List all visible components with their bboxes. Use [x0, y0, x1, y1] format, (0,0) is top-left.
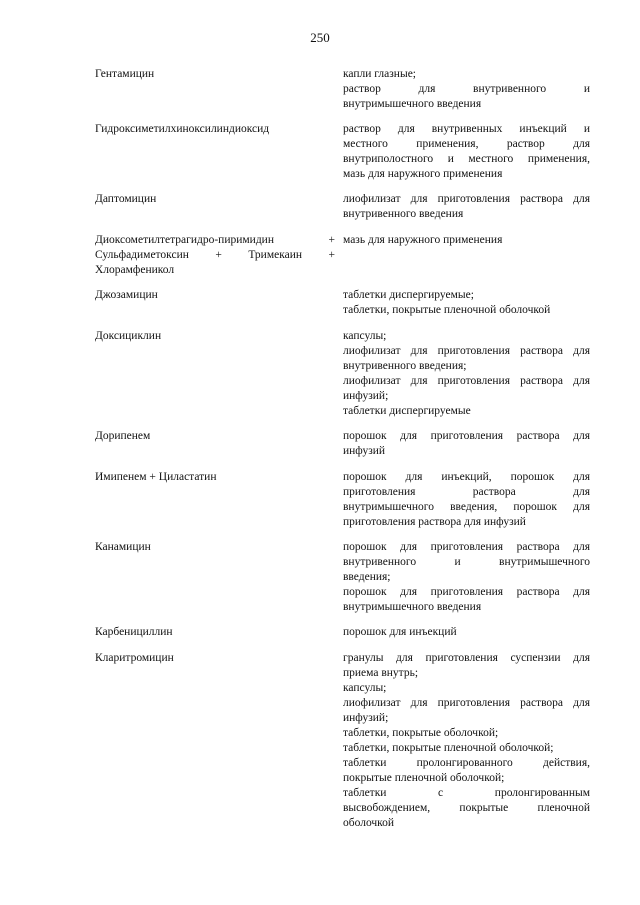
- dosage-form-line: приготовления раствора для инфузий: [343, 516, 526, 528]
- dosage-form-line: внутривенного и внутримышечного: [343, 556, 590, 568]
- dosage-form-line: инфузий;: [343, 390, 389, 402]
- dosage-form-line: местного применения, раствор для: [343, 138, 590, 150]
- drug-name: Доксициклин: [95, 330, 162, 342]
- dosage-form-line: капли глазные;: [343, 68, 416, 80]
- drug-name: Канамицин: [95, 541, 151, 553]
- dosage-forms: [343, 122, 590, 182]
- dosage-form-line: мазь для наружного применения: [343, 234, 503, 246]
- dosage-forms: [343, 192, 590, 222]
- dosage-forms: [343, 233, 590, 248]
- dosage-form-line: внутривенного введения: [343, 208, 464, 220]
- dosage-form-line: капсулы;: [343, 330, 387, 342]
- dosage-form-line: таблетки пролонгированного действия,: [343, 757, 590, 769]
- dosage-form-line: порошок для инъекций, порошок для: [343, 471, 590, 483]
- dosage-form-line: лиофилизат для приготовления раствора для: [343, 193, 590, 205]
- drug-name: Карбенициллин: [95, 626, 173, 638]
- dosage-form-line: порошок для приготовления раствора для: [343, 586, 590, 598]
- dosage-form-line: приема внутрь;: [343, 667, 419, 679]
- dosage-form-line: порошок для приготовления раствора для: [343, 430, 590, 442]
- dosage-form-line: внутримышечного введения, порошок для: [343, 501, 590, 513]
- dosage-form-line: лиофилизат для приготовления раствора для: [343, 697, 590, 709]
- drug-name: Кларитромицин: [95, 652, 174, 664]
- dosage-form-line: лиофилизат для приготовления раствора для: [343, 345, 590, 357]
- dosage-form-line: таблетки, покрытые пленочной оболочкой: [343, 304, 551, 316]
- dosage-form-line: лиофилизат для приготовления раствора для: [343, 375, 590, 387]
- dosage-form-line: оболочкой: [343, 817, 395, 829]
- dosage-form-line: капсулы;: [343, 682, 387, 694]
- drug-name-line: Хлорамфеникол: [95, 264, 175, 276]
- drug-name: Имипенем + Циластатин: [95, 471, 217, 483]
- drug-name: Джозамицин: [95, 289, 158, 301]
- dosage-form-line: раствор для внутривенных инъекций и: [343, 123, 590, 135]
- dosage-form-line: высвобождением, покрытые пленочной: [343, 802, 590, 814]
- dosage-form-line: таблетки с пролонгированным: [343, 787, 590, 799]
- dosage-forms: [343, 470, 590, 530]
- dosage-form-line: внутриполостного и местного применения,: [343, 153, 590, 165]
- dosage-forms: [343, 288, 590, 318]
- dosage-form-line: приготовления раствора для: [343, 486, 590, 498]
- dosage-forms: [343, 540, 590, 615]
- drug-name: Дорипенем: [95, 430, 151, 442]
- drug-name: [95, 233, 335, 278]
- dosage-forms: [343, 651, 590, 831]
- drug-name-line: Диоксометилтетрагидро-пиримидин +: [95, 234, 335, 246]
- dosage-forms: [343, 625, 590, 640]
- dosage-form-line: гранулы для приготовления суспензии для: [343, 652, 590, 664]
- dosage-form-line: таблетки, покрытые оболочкой;: [343, 727, 499, 739]
- dosage-form-line: таблетки диспергируемые: [343, 405, 471, 417]
- dosage-form-line: порошок для инъекций: [343, 626, 457, 638]
- drug-name: Гентамицин: [95, 68, 155, 80]
- dosage-form-line: введения;: [343, 571, 391, 583]
- dosage-forms: [343, 67, 590, 112]
- dosage-form-line: таблетки, покрытые пленочной оболочкой;: [343, 742, 554, 754]
- drug-name: Гидроксиметилхиноксилиндиоксид: [95, 123, 270, 135]
- dosage-form-line: мазь для наружного применения: [343, 168, 503, 180]
- page-number: 250: [310, 30, 330, 45]
- dosage-form-line: порошок для приготовления раствора для: [343, 541, 590, 553]
- dosage-form-line: инфузий;: [343, 712, 389, 724]
- drug-name: Даптомицин: [95, 193, 157, 205]
- dosage-form-line: покрытые пленочной оболочкой;: [343, 772, 505, 784]
- dosage-form-line: раствор для внутривенного и: [343, 83, 590, 95]
- dosage-form-line: внутримышечного введения: [343, 98, 482, 110]
- dosage-form-line: внутривенного введения;: [343, 360, 467, 372]
- drug-name-line: Сульфадиметоксин + Тримекаин +: [95, 249, 335, 261]
- dosage-forms: [343, 429, 590, 459]
- dosage-forms: [343, 329, 590, 419]
- dosage-form-line: таблетки диспергируемые;: [343, 289, 474, 301]
- dosage-form-line: внутримышечного введения: [343, 601, 482, 613]
- dosage-form-line: инфузий: [343, 445, 386, 457]
